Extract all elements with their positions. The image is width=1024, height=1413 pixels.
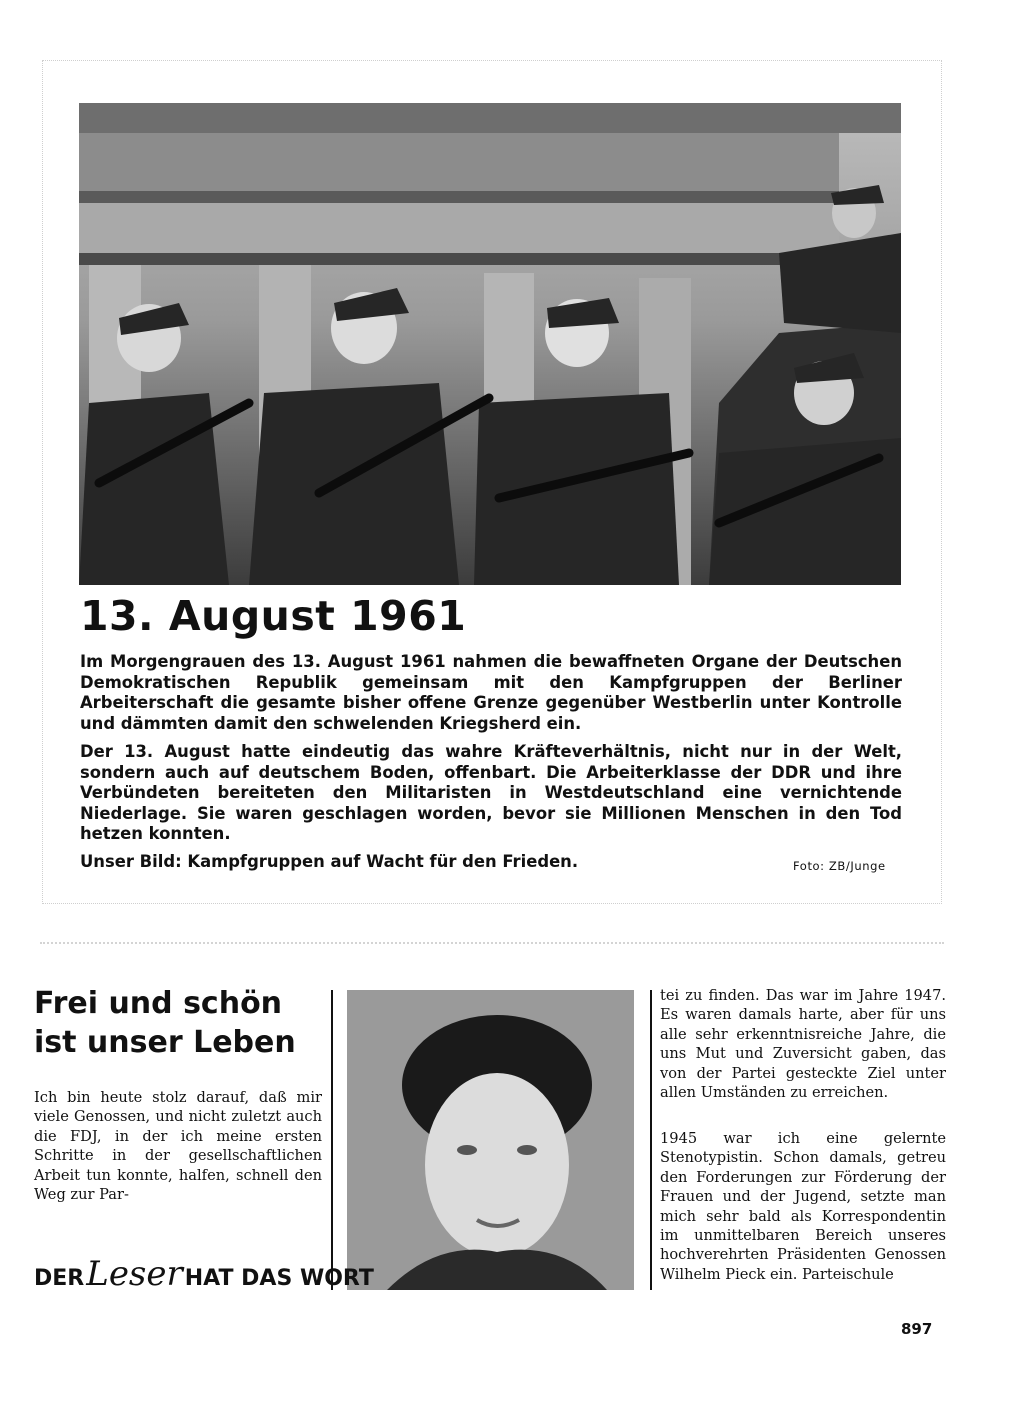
article-headline: 13. August 1961 — [80, 592, 467, 640]
rubric-part-3: HAT DAS WORT — [184, 1266, 374, 1291]
column-rule-left — [331, 990, 333, 1290]
rubric-der-leser-hat-das-wort — [34, 1254, 374, 1294]
letter-column-1: Ich bin heute stolz darauf, daß mir viele Genossen, und nicht zuletzt auch die FDJ, in der ich meine ersten Schritte in der gesellschaftlichen Arbeit tun konnte, halfen, schnell den Weg zur Par- — [34, 1089, 322, 1204]
letter-column-3-paragraph-2: 1945 war ich eine gelernte Stenotypistin. Schon damals, getreu den Forderungen zur Förderung der Frauen und der Jugend, setzte man mich sehr bald als Korrespondentin im unmittelbaren Bereich unseres hochverehrten Präsidenten Genossen Wilhelm Pieck ein. Parteischule — [660, 1130, 946, 1283]
author-portrait — [347, 990, 634, 1290]
letter-column-3-paragraph-1: tei zu finden. Das war im Jahre 1947. Es waren damals harte, aber für uns alle sehr erkenntnisreiche Jahre, die uns Mut und Zuversicht gaben, das von der Partei gesteckte Ziel unter allen Umständen zu erreichen. — [660, 987, 946, 1102]
letter-title-line-1: Frei und schön — [34, 986, 283, 1021]
section-divider — [40, 942, 944, 944]
article-paragraph-1: Im Morgengrauen des 13. August 1961 nahmen die bewaffneten Organe der Deutschen Demokratischen Republik gemeinsam mit den Kampfgruppen der Berliner Arbeiterschaft die gesamte bisher offene Grenze gegenüber Westberlin unter Kontrolle und dämmten damit den schwelenden Kriegsherd ein. — [80, 652, 902, 733]
letter-title-line-2: ist unser Leben — [34, 1025, 296, 1060]
author-portrait-drawing — [347, 990, 634, 1290]
article-paragraph-2: Der 13. August hatte eindeutig das wahre Kräfteverhältnis, nicht nur in der Welt, sondern auch auf deutschem Boden, offenbart. Die Arbeiterklasse der DDR und ihre Verbündeten bereiteten den Militaristen in Westdeutschland eine vernichtende Niederlage. Sie waren geschlagen worden, bevor sie Millionen Menschen in den Tod hetzen konnten. — [80, 742, 902, 843]
rubric-part-1: DER — [34, 1266, 85, 1291]
soldiers-photo — [79, 103, 901, 585]
rubric-script-word: Leser — [86, 1254, 183, 1294]
photo-caption: Unser Bild: Kampfgruppen auf Wacht für den Frieden. — [80, 852, 579, 871]
soldiers-photo-drawing — [79, 103, 901, 585]
column-rule-right — [650, 990, 652, 1290]
photo-credit: Foto: ZB/Junge — [793, 859, 886, 873]
page-number: 897 — [901, 1320, 933, 1338]
letter-title — [34, 984, 334, 1062]
